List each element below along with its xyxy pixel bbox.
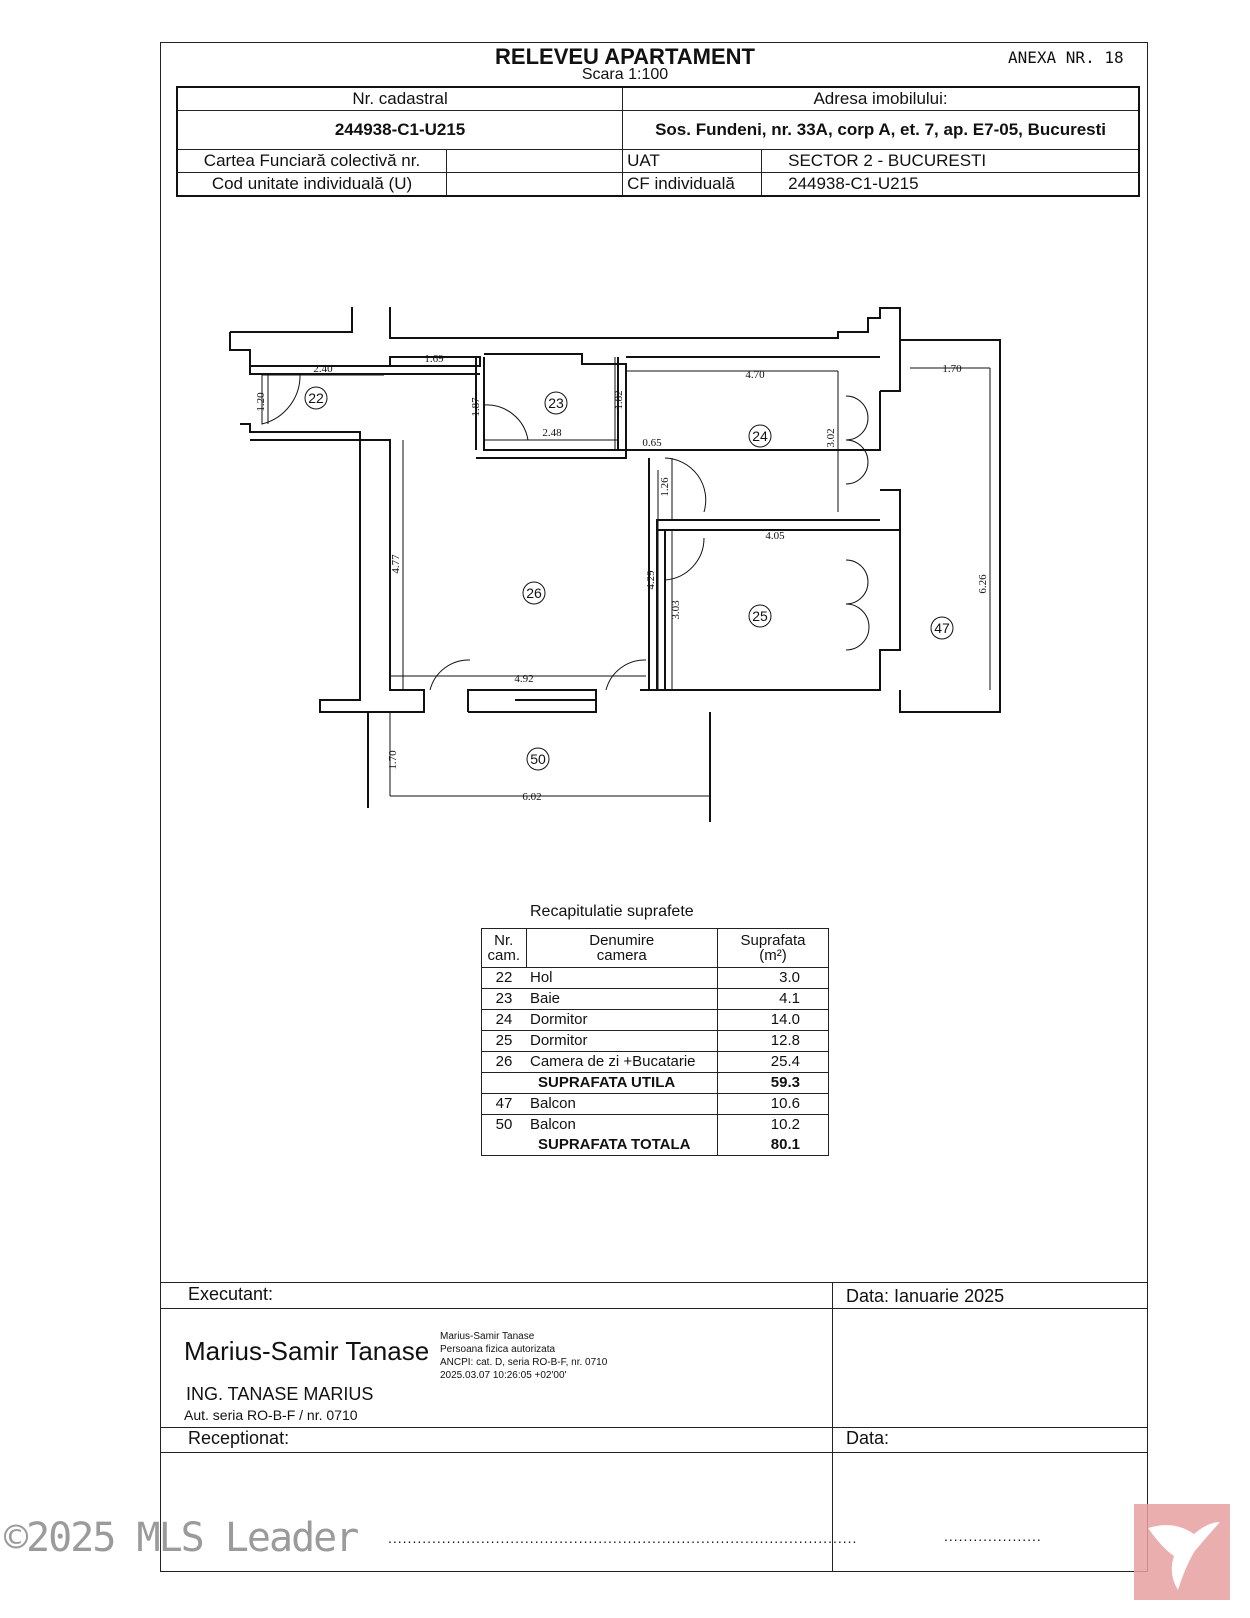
table-row: 24 Dormitor 14.0: [482, 1010, 829, 1031]
col-suprafata: Suprafata (m²): [718, 929, 829, 968]
cf-value: 244938-C1-U215: [762, 173, 1139, 197]
col-denumire: Denumire camera: [526, 929, 718, 968]
signature-name: Marius-Samir Tanase: [184, 1336, 430, 1366]
data-receptie-label: Data:: [846, 1428, 890, 1448]
dim-4.92: 4.92: [514, 673, 534, 685]
wall: [665, 530, 900, 690]
dim-1.26: 1.26: [659, 477, 671, 497]
dim-4.29: 4.29: [645, 570, 657, 590]
door-arc: [665, 538, 704, 580]
recap-table: [481, 928, 829, 1156]
digital-signature: Marius-Samir Tanase Persoana fizica autorizata ANCPI: cat. D, seria RO-B-F, nr. 0710 2025.03.07 10:26:05 +02'00': [440, 1331, 608, 1381]
room-25-label: 25: [752, 608, 768, 624]
wall: [250, 366, 480, 374]
executant-label: Executant:: [188, 1284, 274, 1304]
room-26-label: 26: [526, 585, 542, 601]
dim-3.02: 3.02: [825, 428, 837, 448]
carte-funciara-label: Cartea Funciară colectivă nr.: [177, 150, 447, 173]
dim-1.87: 1.87: [470, 397, 482, 417]
adresa-value: Sos. Fundeni, nr. 33A, corp A, et. 7, ap. E7-05, Bucuresti: [623, 111, 1139, 150]
table-row: 26 Camera de zi +Bucatarie 25.4: [482, 1052, 829, 1073]
dim-3.03: 3.03: [670, 600, 682, 620]
authorization-number: Aut. seria RO-B-F / nr. 0710: [184, 1407, 358, 1423]
table-row: 47 Balcon 10.6: [482, 1094, 829, 1115]
dim-6.02: 6.02: [522, 791, 542, 803]
scale-label: Scara 1:100: [581, 66, 669, 83]
logo-icon: [1134, 1504, 1230, 1600]
wall: [390, 307, 900, 391]
door-arc: [606, 660, 646, 690]
room-50-label: 50: [530, 751, 546, 767]
dim-1.70a: 1.70: [942, 363, 962, 375]
door-arc: [430, 660, 470, 690]
room-23-label: 23: [548, 395, 564, 411]
uat-label: UAT: [623, 150, 762, 173]
door-arc: [846, 560, 869, 650]
door-arc: [484, 405, 528, 440]
wall: [230, 307, 352, 332]
recap-title: Recapitulatie suprafete: [530, 903, 694, 920]
dim-0.65: 0.65: [642, 437, 662, 449]
door-arc: [665, 458, 706, 512]
adresa-label: Adresa imobilului:: [623, 87, 1139, 111]
dim-4.77: 4.77: [390, 554, 402, 574]
wall: [476, 450, 626, 458]
balcony-rail: [900, 340, 1000, 712]
table-row: 25 Dormitor 12.8: [482, 1031, 829, 1052]
watermark: ©2025 MLS Leader: [4, 1515, 358, 1561]
dim-6.26: 6.26: [977, 574, 989, 594]
engineer-name: ING. TANASE MARIUS: [186, 1384, 374, 1404]
cf-label: CF individuală: [623, 173, 762, 197]
total-row-totala: SUPRAFATA TOTALA 80.1: [482, 1135, 829, 1156]
wall: [657, 490, 900, 530]
cod-unitate-label: Cod unitate individuală (U): [177, 173, 447, 197]
nr-cadastral-label: Nr. cadastral: [177, 87, 623, 111]
room-47-label: 47: [934, 620, 950, 636]
uat-value: SECTOR 2 - BUCURESTI: [762, 150, 1139, 173]
table-row: 22 Hol 3.0: [482, 968, 829, 989]
dim-1.82: 1.82: [613, 390, 625, 410]
document-title: RELEVEU APARTAMENT: [495, 44, 755, 69]
total-row-utila: SUPRAFATA UTILA 59.3: [482, 1073, 829, 1094]
receptionat-label: Receptionat:: [188, 1428, 290, 1448]
room-24-label: 24: [752, 428, 768, 444]
data-label: Data: Ianuarie 2025: [846, 1286, 1005, 1306]
date-line: ....................: [944, 1528, 1042, 1544]
col-nr: Nr. cam.: [482, 929, 527, 968]
table-row: 23 Baie 4.1: [482, 989, 829, 1010]
dim-2.40: 2.40: [313, 363, 333, 375]
dim-2.48: 2.48: [542, 427, 562, 439]
dim-1.69: 1.69: [424, 353, 444, 365]
dim-1.20: 1.20: [255, 392, 267, 412]
dim-1.70b: 1.70: [387, 750, 399, 770]
signature-line: ................................................................................................: [388, 1530, 858, 1546]
dim-4.70: 4.70: [745, 369, 765, 381]
room-22-label: 22: [308, 390, 324, 406]
anexa-label: ANEXA NR. 18: [1008, 48, 1124, 67]
table-row: 50 Balcon 10.2: [482, 1115, 829, 1136]
dim-4.05: 4.05: [765, 530, 785, 542]
door-arc: [846, 396, 868, 484]
nr-cadastral-value: 244938-C1-U215: [177, 111, 623, 150]
